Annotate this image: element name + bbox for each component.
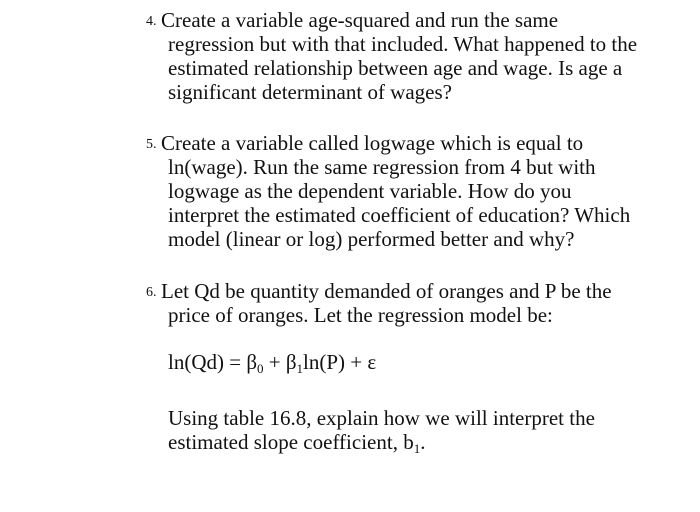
question-text-line: Create a variable age-squared and run the same — [161, 8, 559, 32]
question-text-line: ln(wage). Run the same regression from 4 but with — [168, 155, 596, 179]
equation-rhs: ln(P) + ε — [303, 350, 377, 374]
question-text-line: estimated relationship between age and wage. Is age a — [168, 56, 623, 80]
question-text-line: interpret the estimated coefficient of education? Which — [168, 203, 631, 227]
regression-equation — [168, 350, 376, 381]
beta-0-subscript: 0 — [257, 361, 264, 376]
question-text-line: regression but with that included. What happened to the — [168, 32, 638, 56]
equation-lhs: ln(Qd) = β — [168, 350, 258, 374]
question-number: 6. — [146, 285, 157, 300]
question-number: 4. — [146, 14, 157, 29]
question-text-line: significant determinant of wages? — [168, 80, 452, 104]
question-text-line: Let Qd be quantity demanded of oranges and P be the — [161, 279, 612, 303]
question-text-line: logwage as the dependent variable. How do you — [168, 179, 572, 203]
b-1-subscript: 1 — [413, 441, 421, 456]
question-number: 5. — [146, 137, 157, 152]
sentence-end: . — [420, 430, 426, 454]
question-text-line: price of oranges. Let the regression model be: — [168, 303, 553, 327]
slope-text: estimated slope coefficient, b — [168, 430, 414, 454]
beta-1-subscript: 1 — [296, 361, 304, 376]
question-text-line: model (linear or log) performed better and why? — [168, 227, 575, 251]
question-text-line: Using table 16.8, explain how we will interpret the — [168, 406, 595, 430]
question-text-line: Create a variable called logwage which is equal to — [161, 131, 584, 155]
equation-mid: + β — [263, 350, 297, 374]
question-text-line-last — [168, 430, 425, 461]
